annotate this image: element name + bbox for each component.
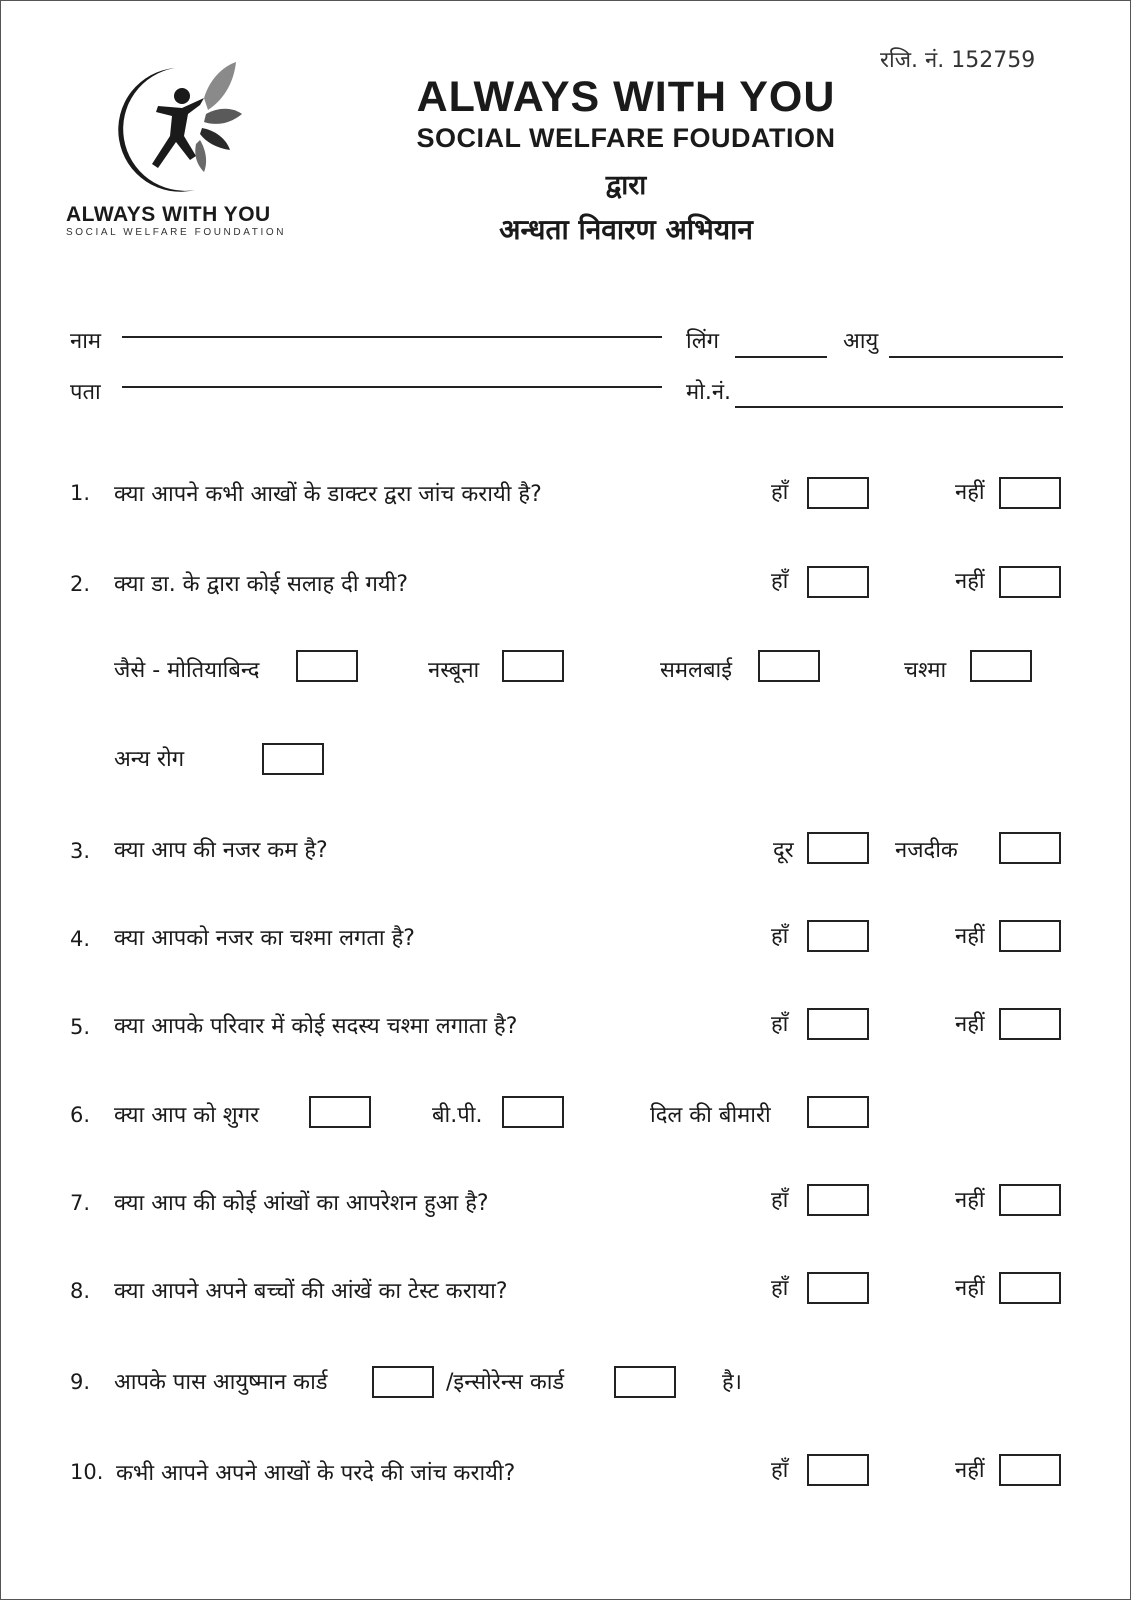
insurance-label: /इन्सोरेन्स कार्ड bbox=[446, 1370, 565, 1395]
campaign-title: अन्धता निवारण अभियान bbox=[499, 213, 753, 246]
no-label: नहीं bbox=[955, 1012, 985, 1037]
question-number: 4. bbox=[70, 927, 91, 951]
q6-bp-checkbox[interactable] bbox=[502, 1096, 564, 1128]
question-text: क्या आपके परिवार में कोई सदस्य चश्मा लगाता है? bbox=[114, 1014, 518, 1039]
question-text: क्या आप की कोई आंखों का आपरेशन हुआ है? bbox=[114, 1191, 489, 1216]
question-number: 7. bbox=[70, 1191, 91, 1215]
q7-yes-checkbox[interactable] bbox=[807, 1184, 869, 1216]
question-number: 8. bbox=[70, 1279, 91, 1303]
q4-yes-checkbox[interactable] bbox=[807, 920, 869, 952]
no-label: नहीं bbox=[955, 924, 985, 949]
q3-near-checkbox[interactable] bbox=[999, 832, 1061, 864]
q4-no-checkbox[interactable] bbox=[999, 920, 1061, 952]
q8-yes-checkbox[interactable] bbox=[807, 1272, 869, 1304]
bp-label: बी.पी. bbox=[432, 1103, 483, 1128]
other-disease-label: अन्य रोग bbox=[114, 747, 185, 772]
no-label: नहीं bbox=[955, 1188, 985, 1213]
yes-label: हाँ bbox=[771, 480, 789, 505]
glasses-label: चश्मा bbox=[904, 658, 947, 683]
heart-disease-label: दिल की बीमारी bbox=[650, 1103, 771, 1128]
q2-yes-checkbox[interactable] bbox=[807, 566, 869, 598]
question-text: क्या आपको नजर का चश्मा लगता है? bbox=[114, 926, 415, 951]
q8-no-checkbox[interactable] bbox=[999, 1272, 1061, 1304]
q2-no-checkbox[interactable] bbox=[999, 566, 1061, 598]
registration-number: रजि. नं. 152759 bbox=[880, 48, 1036, 73]
q9-suffix: है। bbox=[722, 1370, 743, 1395]
yes-label: हाँ bbox=[771, 1458, 789, 1483]
age-label: आयु bbox=[843, 329, 879, 354]
cataract-checkbox[interactable] bbox=[296, 650, 358, 682]
org-name: ALWAYS WITH YOU bbox=[416, 73, 836, 121]
address-label: पता bbox=[70, 380, 101, 405]
question-number: 6. bbox=[70, 1103, 91, 1127]
q10-yes-checkbox[interactable] bbox=[807, 1454, 869, 1486]
name-label: नाम bbox=[70, 329, 102, 354]
yes-label: हाँ bbox=[771, 924, 789, 949]
q5-no-checkbox[interactable] bbox=[999, 1008, 1061, 1040]
by-label: द्वारा bbox=[605, 170, 647, 201]
no-label: नहीं bbox=[955, 1458, 985, 1483]
logo-text: ALWAYS WITH YOU bbox=[66, 203, 271, 226]
samalbai-checkbox[interactable] bbox=[758, 650, 820, 682]
question-text: क्या आपने अपने बच्चों की आंखें का टेस्ट कराया? bbox=[114, 1279, 508, 1304]
q3-far-checkbox[interactable] bbox=[807, 832, 869, 864]
q7-no-checkbox[interactable] bbox=[999, 1184, 1061, 1216]
samalbai-label: समलबाई bbox=[660, 658, 733, 683]
logo-subtext: SOCIAL WELFARE FOUNDATION bbox=[66, 227, 287, 238]
mobile-field[interactable] bbox=[735, 406, 1063, 408]
question-number: 1. bbox=[70, 481, 91, 505]
no-label: नहीं bbox=[955, 1276, 985, 1301]
q9-insurance-checkbox[interactable] bbox=[614, 1366, 676, 1398]
nasbuna-checkbox[interactable] bbox=[502, 650, 564, 682]
q10-no-checkbox[interactable] bbox=[999, 1454, 1061, 1486]
nasbuna-label: नस्बूना bbox=[428, 658, 480, 683]
yes-label: हाँ bbox=[771, 1188, 789, 1213]
q1-yes-checkbox[interactable] bbox=[807, 477, 869, 509]
question-text: क्या आप को शुगर bbox=[114, 1103, 260, 1128]
question-text: क्या आप की नजर कम है? bbox=[114, 838, 328, 863]
yes-label: हाँ bbox=[771, 569, 789, 594]
org-subtitle: SOCIAL WELFARE FOUDATION bbox=[416, 123, 836, 153]
question-number: 5. bbox=[70, 1015, 91, 1039]
question-number: 2. bbox=[70, 572, 91, 596]
question-number: 9. bbox=[70, 1370, 91, 1394]
yes-label: हाँ bbox=[771, 1276, 789, 1301]
near-label: नजदीक bbox=[895, 838, 958, 863]
glasses-checkbox[interactable] bbox=[970, 650, 1032, 682]
no-label: नहीं bbox=[955, 480, 985, 505]
question-text: क्या डा. के द्वारा कोई सलाह दी गयी? bbox=[114, 572, 409, 597]
q6-heart-checkbox[interactable] bbox=[807, 1096, 869, 1128]
question-text: कभी आपने अपने आखों के परदे की जांच करायी? bbox=[116, 1461, 516, 1486]
gender-field[interactable] bbox=[735, 356, 827, 358]
organization-heading bbox=[376, 72, 876, 154]
question-text: आपके पास आयुष्मान कार्ड bbox=[114, 1370, 328, 1395]
question-number: 3. bbox=[70, 839, 91, 863]
gender-label: लिंग bbox=[686, 329, 720, 354]
yes-label: हाँ bbox=[771, 1012, 789, 1037]
cataract-label: जैसे - मोतियाबिन्द bbox=[114, 658, 260, 683]
mobile-label: मो.नं. bbox=[686, 380, 732, 405]
name-field[interactable] bbox=[122, 336, 662, 338]
q6-sugar-checkbox[interactable] bbox=[309, 1096, 371, 1128]
question-text: क्या आपने कभी आखों के डाक्टर द्वरा जांच करायी है? bbox=[114, 482, 542, 507]
other-disease-checkbox[interactable] bbox=[262, 743, 324, 775]
butterfly-person-logo-icon bbox=[100, 58, 250, 198]
question-number: 10. bbox=[70, 1460, 104, 1484]
q5-yes-checkbox[interactable] bbox=[807, 1008, 869, 1040]
far-label: दूर bbox=[773, 838, 794, 863]
no-label: नहीं bbox=[955, 569, 985, 594]
address-field[interactable] bbox=[122, 386, 662, 388]
q9-ayushman-checkbox[interactable] bbox=[372, 1366, 434, 1398]
q1-no-checkbox[interactable] bbox=[999, 477, 1061, 509]
age-field[interactable] bbox=[889, 356, 1063, 358]
